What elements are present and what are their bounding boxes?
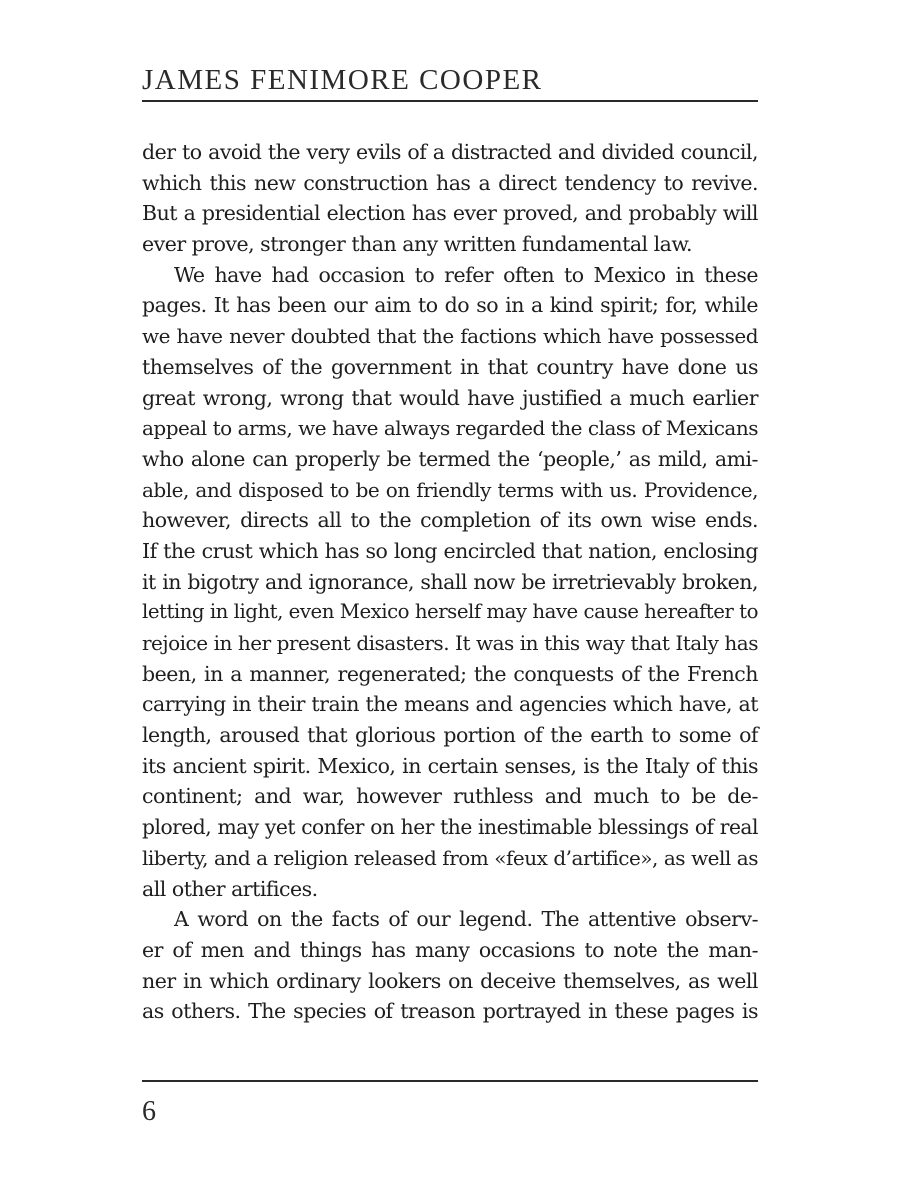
text-line: length, aroused that glorious portion of the earth to some of: [142, 723, 758, 748]
text-line: liberty, and a religion released from «feux d’artifice», as well as: [142, 845, 758, 870]
header-rule: [142, 100, 758, 102]
text-line: carrying in their train the means and agencies which have, at: [142, 692, 758, 717]
text-line: all other artifices.: [142, 876, 318, 901]
text-line: plored, may yet confer on her the inestimable blessings of real: [142, 815, 758, 840]
text-line: rejoice in her present disasters. It was in this way that Italy has: [142, 631, 758, 655]
text-line: We have had occasion to refer often to Mexico in these: [174, 262, 758, 287]
text-line: its ancient spirit. Mexico, in certain senses, is the Italy of this: [142, 753, 758, 778]
text-line: der to avoid the very evils of a distracted and divided council,: [142, 140, 758, 164]
text-line: er of men and things has many occasions to note the man-: [142, 937, 758, 962]
footer-rule: [142, 1080, 758, 1082]
text-line: great wrong, wrong that would have justified a much earlier: [142, 385, 758, 410]
text-line: If the crust which has so long encircled that nation, enclosing: [142, 538, 758, 563]
text-line: themselves of the government in that country have done us: [142, 354, 758, 379]
text-line: appeal to arms, we have always regarded the class of Mexicans: [142, 416, 758, 441]
text-line: continent; and war, however ruthless and much to be de-: [142, 784, 758, 809]
text-line: But a presidential election has ever proved, and probably will: [142, 201, 758, 226]
text-line: pages. It has been our aim to do so in a kind spirit; for, while: [142, 293, 758, 318]
text-line: able, and disposed to be on friendly terms with us. Providence,: [142, 477, 758, 502]
text-line: ner in which ordinary lookers on deceive themselves, as well: [142, 968, 758, 993]
text-line: been, in a manner, regenerated; the conquests of the French: [142, 661, 758, 686]
text-line: we have never doubted that the factions which have possessed: [142, 324, 758, 349]
text-line: it in bigotry and ignorance, shall now be irretrievably broken,: [142, 569, 758, 594]
running-head: JAMES FENIMORE COOPER: [142, 64, 543, 96]
text-line: as others. The species of treason portrayed in these pages is: [142, 999, 758, 1024]
text-line: who alone can properly be termed the ‘people,’ as mild, ami-: [142, 446, 758, 471]
body-text: [142, 137, 758, 1027]
text-line: letting in light, even Mexico herself may have cause hereafter to: [142, 600, 758, 624]
text-line: ever prove, stronger than any written fundamental law.: [142, 232, 693, 257]
text-line: A word on the facts of our legend. The attentive observ-: [174, 907, 758, 932]
text-line: however, directs all to the completion of its own wise ends.: [142, 508, 758, 533]
text-line: which this new construction has a direct tendency to revive.: [142, 170, 758, 195]
page-number: 6: [142, 1096, 156, 1127]
